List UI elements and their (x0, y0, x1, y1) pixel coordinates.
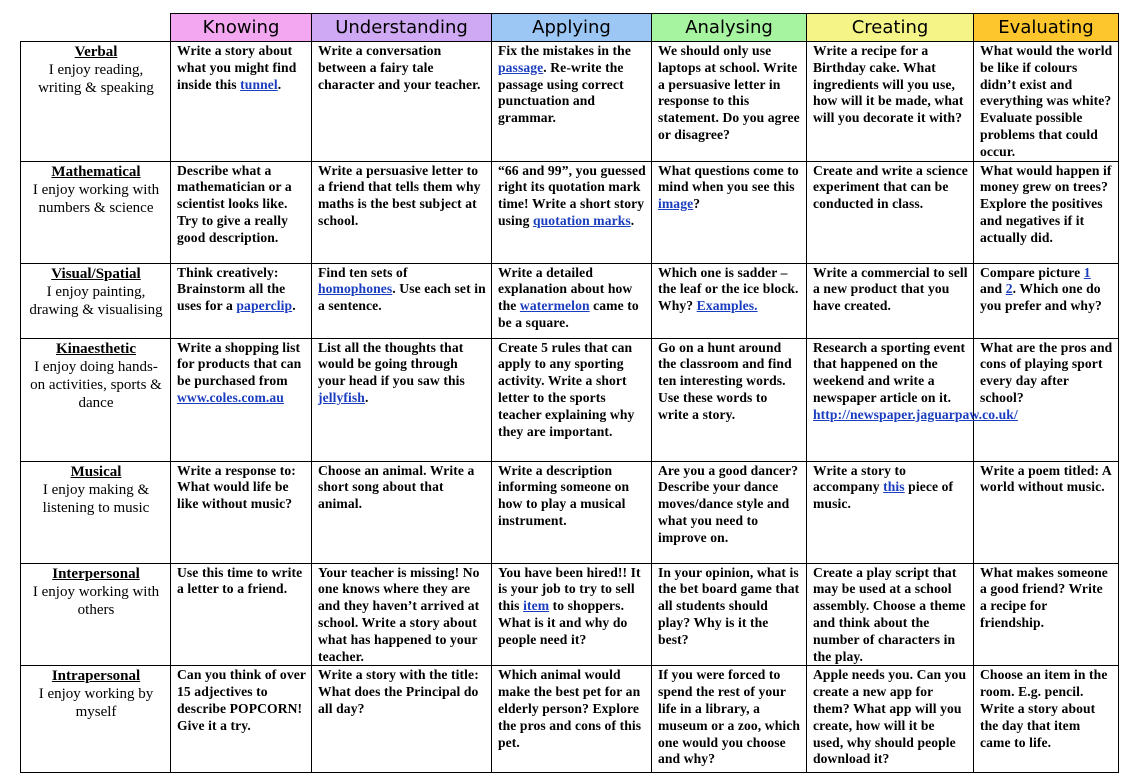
task-text: List all the thoughts that would be going through your head if you saw this (318, 339, 465, 389)
task-cell-understanding (312, 338, 492, 461)
intelligence-name: Mathematical (51, 163, 141, 180)
intelligence-description: I enjoy working by myself (38, 686, 154, 721)
column-header-understanding: Understanding (312, 14, 492, 42)
task-cell-evaluating (974, 666, 1119, 773)
task-text: What questions come to mind when you see this (658, 162, 799, 195)
row-verbal (21, 42, 1119, 162)
task-text: Which animal would make the best pet for an elderly person? Explore the pros and cons of this pet. (498, 667, 642, 750)
task-link[interactable]: image (658, 196, 694, 212)
task-text: Find ten sets of (318, 264, 408, 280)
task-cell-evaluating (974, 461, 1119, 563)
task-text: Choose an animal. Write a short song about that animal. (318, 462, 475, 512)
task-link[interactable]: this (883, 479, 905, 495)
task-cell-evaluating (974, 338, 1119, 461)
task-link[interactable]: 1 (1083, 264, 1091, 280)
row-intrapersonal (21, 666, 1119, 773)
task-link[interactable]: quotation marks (532, 212, 631, 228)
task-cell-analysing (652, 338, 807, 461)
header-row (21, 14, 1119, 42)
task-cell-knowing (171, 42, 312, 162)
task-text: Use this time to write a letter to a friend. (177, 564, 303, 597)
task-cell-creating (807, 461, 974, 563)
task-text: Write a commercial to sell a new product that you have created. (813, 264, 968, 314)
intelligence-description: I enjoy working with numbers & science (32, 181, 160, 216)
column-header-evaluating: Evaluating (974, 14, 1119, 42)
task-text: . Use each set in a sentence. (318, 281, 486, 314)
intelligence-cell (21, 666, 171, 773)
task-cell-knowing (171, 461, 312, 563)
task-text: What are the pros and cons of playing sport every day after school? (980, 339, 1113, 405)
task-text: Write a conversation between a fairy tale character and your teacher. (318, 43, 481, 92)
task-cell-creating (807, 338, 1018, 461)
task-text: Write a shopping list for products that can be purchased from (177, 339, 302, 389)
task-text: . Which one do you prefer and why? (980, 281, 1102, 314)
task-text: Create a play script that may be used at a school assembly. Choose a theme and think about the number of characters in the play. (813, 564, 966, 664)
task-cell-applying (492, 666, 652, 773)
task-cell-analysing (652, 461, 807, 563)
intelligence-description: I enjoy making & listening to music (42, 481, 150, 516)
task-link[interactable]: paperclip (236, 298, 293, 314)
task-cell-evaluating (974, 563, 1119, 666)
task-link[interactable]: passage (498, 59, 544, 75)
task-link[interactable]: jellyfish (318, 389, 365, 405)
task-cell-applying (492, 461, 652, 563)
task-text: came to be a square. (498, 298, 639, 330)
task-cell-evaluating (974, 161, 1119, 263)
task-text: . (292, 298, 296, 314)
task-text: ? (693, 196, 701, 212)
task-cell-understanding (312, 563, 492, 666)
intelligence-cell (21, 42, 171, 162)
task-text: In your opinion, what is the bet board game that all students should play? Why is it the best? (658, 564, 800, 647)
intelligence-name: Verbal (74, 44, 118, 60)
task-text: Fix the mistakes in the (498, 43, 631, 58)
intelligence-cell (21, 461, 171, 563)
task-link[interactable]: www.coles.com.au (177, 389, 284, 405)
task-cell-applying (492, 263, 652, 338)
intelligence-name: Kinaesthetic (56, 340, 136, 357)
intelligence-name: Intrapersonal (51, 668, 141, 685)
task-cell-knowing (171, 161, 312, 263)
intelligence-description: I enjoy working with others (32, 583, 160, 618)
column-header-knowing: Knowing (171, 14, 312, 42)
task-text: . (364, 389, 369, 405)
task-text: Write a poem titled: A world without music. (980, 462, 1112, 495)
task-text: What would happen if money grew on trees? Explore the positives and negatives if it actually did. (980, 162, 1112, 245)
task-cell-applying (492, 563, 652, 666)
intelligence-cell (21, 161, 171, 263)
task-text: . Re-write the passage using correct punctuation and grammar. (498, 59, 624, 126)
task-text: and (980, 281, 1006, 297)
intelligence-name: Interpersonal (52, 565, 140, 582)
task-cell-analysing (652, 666, 807, 773)
task-text: What would the world be like if colours didn’t exist and everything was white? Evaluate possible problems that could occur. (980, 43, 1113, 159)
task-cell-understanding (312, 42, 492, 162)
task-text: Can you think of over 15 adjectives to describe POPCORN! Give it a try. (177, 667, 306, 733)
grid-body (21, 42, 1119, 773)
task-cell-analysing (652, 563, 807, 666)
task-link[interactable]: homophones (318, 281, 393, 297)
task-text: Your teacher is missing! No one knows where they are and they haven’t arrived at school. Write a story about what has happened to your teacher. (318, 564, 480, 664)
task-cell-creating (807, 42, 974, 162)
row-visual-spatial (21, 263, 1119, 338)
task-text: Research a sporting event that happened on the weekend and write a newspaper article on it. (813, 339, 966, 405)
task-text: Write a response to: What would life be like without music? (177, 462, 296, 512)
column-header-creating: Creating (807, 14, 974, 42)
task-cell-creating (807, 161, 974, 263)
task-text: Think creatively: Brainstorm all the uses for a (177, 264, 286, 314)
corner-cell (21, 14, 171, 42)
task-text: Choose an item in the room. E.g. pencil. Write a story about the day that item came to life. (980, 667, 1108, 750)
task-text: Create 5 rules that can apply to any sporting activity. Write a short letter to the sports teacher explaining why they are important. (498, 339, 635, 439)
intelligence-description: I enjoy doing hands-on activities, sports & dance (30, 358, 162, 411)
intelligence-description: I enjoy reading, writing & speaking (38, 62, 154, 96)
task-link[interactable]: tunnel (240, 76, 278, 92)
intelligence-name: Visual/Spatial (51, 265, 141, 282)
task-text: Apple needs you. Can you create a new app for them? What app will you create, how will it be used, why should people download it? (813, 667, 967, 767)
task-text: “66 and 99”, you guessed right its quotation mark time! Write a short story using (498, 162, 646, 228)
task-text: Write a recipe for a Birthday cake. What ingredients will you use, how will it be made, what will you decorate it with? (813, 43, 964, 126)
task-text: You have been hired!! It is your job to try to sell this (498, 564, 641, 614)
row-musical (21, 461, 1119, 563)
task-cell-understanding (312, 461, 492, 563)
task-text: If you were forced to spend the rest of your life in a library, a museum or a zoo, which one would you choose and why? (658, 667, 801, 767)
task-text: Write a story with the title: What does the Principal do all day? (318, 667, 479, 716)
task-cell-creating (807, 563, 974, 666)
task-text: Which one is sadder – the leaf or the ice block. Why? (658, 264, 799, 314)
task-cell-creating (807, 263, 974, 338)
task-text: . (630, 212, 635, 228)
task-text: Write a detailed explanation about how the (498, 264, 633, 314)
task-text: to shoppers. What is it and why do people need it? (498, 598, 628, 647)
task-link[interactable]: http://newspaper.jaguarpaw.co.uk/ (813, 406, 1018, 422)
multiple-intelligences-grid (20, 13, 1119, 773)
task-cell-knowing (171, 666, 312, 773)
task-cell-knowing (171, 338, 312, 461)
task-text: Write a persuasive letter to a friend that tells them why maths is the best subject at school. (318, 162, 481, 228)
row-interpersonal (21, 563, 1119, 666)
task-cell-understanding (312, 666, 492, 773)
column-header-applying: Applying (492, 14, 652, 42)
intelligence-name: Musical (70, 463, 122, 480)
task-link[interactable]: watermelon (519, 298, 590, 314)
task-cell-evaluating (974, 263, 1119, 338)
task-text: Go on a hunt around the classroom and find ten interesting words. Use these words to write a story. (658, 339, 792, 422)
task-text: Write a story to accompany (813, 462, 907, 495)
task-text: We should only use laptops at school. Write a persuasive letter in response to this statement. Do you agree or disagree? (658, 43, 800, 142)
task-link[interactable]: Examples. (696, 298, 758, 314)
task-cell-applying (492, 161, 652, 263)
task-text: Describe what a mathematician or a scientist looks like. Try to give a really good description. (177, 162, 292, 245)
task-link[interactable]: item (523, 598, 550, 614)
task-text: . (277, 76, 282, 92)
task-cell-applying (492, 42, 652, 162)
task-cell-applying (492, 338, 652, 461)
row-mathematical (21, 161, 1119, 263)
task-cell-knowing (171, 563, 312, 666)
task-text: Write a story about what you might find inside this (177, 43, 297, 92)
task-link[interactable]: 2 (1005, 281, 1013, 297)
task-cell-analysing (652, 161, 807, 263)
column-header-analysing: Analysing (652, 14, 807, 42)
task-cell-knowing (171, 263, 312, 338)
task-text: piece of music. (813, 479, 954, 512)
intelligence-cell (21, 338, 171, 461)
task-cell-creating (807, 666, 974, 773)
task-text: Compare picture (980, 264, 1084, 280)
intelligence-cell (21, 563, 171, 666)
task-text: Write a description informing someone on how to play a musical instrument. (498, 462, 630, 528)
task-text: Create and write a science experiment that can be conducted in class. (813, 162, 968, 212)
task-cell-understanding (312, 263, 492, 338)
row-kinaesthetic (21, 338, 1119, 461)
task-cell-understanding (312, 161, 492, 263)
intelligence-description: I enjoy painting, drawing & visualising (29, 283, 163, 318)
task-cell-analysing (652, 42, 807, 162)
task-text: Are you a good dancer? Describe your dance moves/dance style and what you need to improve on. (658, 462, 799, 545)
intelligence-cell (21, 263, 171, 338)
choice-board (20, 13, 1118, 770)
task-cell-analysing (652, 263, 807, 338)
task-cell-evaluating (974, 42, 1119, 162)
task-text: What makes someone a good friend? Write a recipe for friendship. (980, 564, 1108, 630)
